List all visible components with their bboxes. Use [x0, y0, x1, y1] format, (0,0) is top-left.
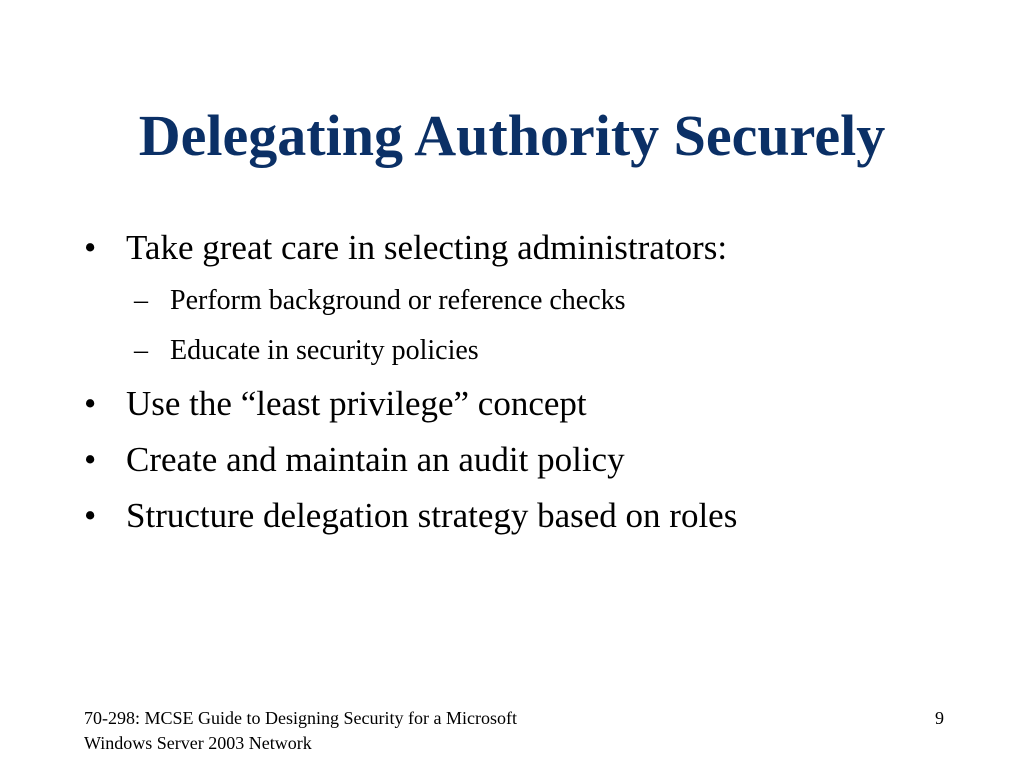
bullet-icon: • — [84, 228, 97, 267]
bullet-text: Create and maintain an audit policy — [126, 440, 625, 479]
bullet-item — [84, 494, 984, 538]
bullet-list — [84, 226, 984, 550]
dash-icon: – — [134, 285, 148, 316]
bullet-item — [84, 438, 984, 482]
bullet-icon: • — [84, 384, 97, 423]
sub-bullet-text: Educate in security policies — [170, 335, 479, 366]
sub-bullet-item — [84, 282, 984, 320]
bullet-item — [84, 226, 984, 270]
sub-bullet-item — [84, 332, 984, 370]
bullet-text: Take great care in selecting administrators: — [126, 228, 728, 267]
sub-bullet-text: Perform background or reference checks — [170, 285, 626, 316]
footer-line-2: Windows Server 2003 Network — [84, 733, 312, 753]
sub-bullet-list — [84, 282, 984, 370]
dash-icon: – — [134, 335, 148, 366]
bullet-text: Structure delegation strategy based on roles — [126, 496, 738, 535]
footer-course-title — [84, 706, 644, 756]
slide-title: Delegating Authority Securely — [138, 103, 886, 168]
page-number: 9 — [935, 708, 944, 728]
bullet-text: Use the “least privilege” concept — [126, 384, 587, 423]
footer-line-1: 70-298: MCSE Guide to Designing Security for a Microsoft — [84, 708, 517, 728]
bullet-icon: • — [84, 496, 97, 535]
bullet-item — [84, 382, 984, 426]
bullet-icon: • — [84, 440, 97, 479]
